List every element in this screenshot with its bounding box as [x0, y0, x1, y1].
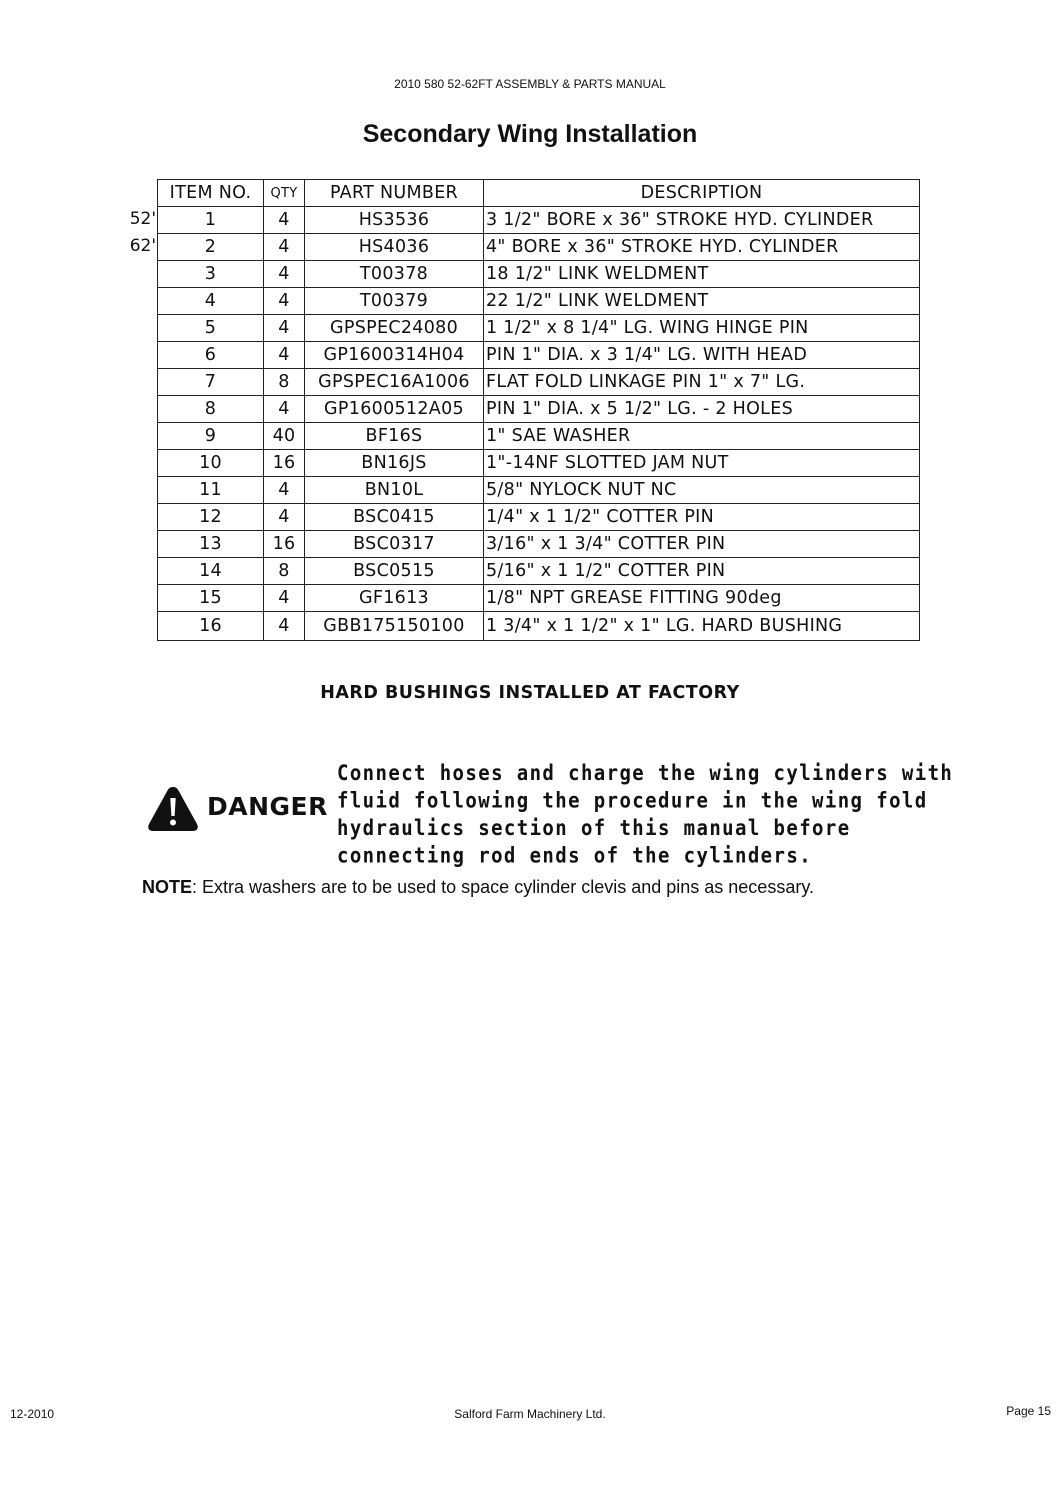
- table-row: [158, 315, 920, 342]
- note-text: : Extra washers are to be used to space cylinder clevis and pins as necessary.: [192, 877, 814, 897]
- qty-cell: 8: [264, 369, 305, 396]
- danger-line: Connect hoses and charge the wing cylinders with: [337, 761, 954, 786]
- description-cell: 3 1/2" BORE x 36" STROKE HYD. CYLINDER: [484, 207, 920, 234]
- wing-label-62: 62': [129, 236, 156, 256]
- part-number-cell: GP1600314H04: [305, 342, 484, 369]
- warning-exclamation-icon: [146, 784, 200, 834]
- part-number-cell: HS3536: [305, 207, 484, 234]
- part-number-cell: T00378: [305, 261, 484, 288]
- table-row: [158, 207, 920, 234]
- part-number-cell: GBB175150100: [305, 612, 484, 641]
- part-number-cell: T00379: [305, 288, 484, 315]
- header-part-number: PART NUMBER: [305, 180, 484, 207]
- description-cell: FLAT FOLD LINKAGE PIN 1" x 7" LG.: [484, 369, 920, 396]
- item-number-cell: 5: [158, 315, 264, 342]
- parts-table-body: [158, 207, 920, 641]
- description-cell: 4" BORE x 36" STROKE HYD. CYLINDER: [484, 234, 920, 261]
- part-number-cell: BSC0515: [305, 558, 484, 585]
- part-number-cell: BN10L: [305, 477, 484, 504]
- table-row: [158, 612, 920, 641]
- part-number-cell: GP1600512A05: [305, 396, 484, 423]
- description-cell: 22 1/2" LINK WELDMENT: [484, 288, 920, 315]
- qty-cell: 4: [264, 234, 305, 261]
- table-row: [158, 504, 920, 531]
- table-row: [158, 558, 920, 585]
- part-number-cell: BSC0317: [305, 531, 484, 558]
- danger-line: connecting rod ends of the cylinders.: [337, 843, 813, 868]
- item-number-cell: 10: [158, 450, 264, 477]
- part-number-cell: GPSPEC16A1006: [305, 369, 484, 396]
- factory-note: HARD BUSHINGS INSTALLED AT FACTORY: [320, 683, 740, 703]
- description-cell: PIN 1" DIA. x 3 1/4" LG. WITH HEAD: [484, 342, 920, 369]
- item-number-cell: 14: [158, 558, 264, 585]
- table-row: [158, 423, 920, 450]
- table-row: [158, 396, 920, 423]
- description-cell: 1/4" x 1 1/2" COTTER PIN: [484, 504, 920, 531]
- item-number-cell: 1: [158, 207, 264, 234]
- part-number-cell: BF16S: [305, 423, 484, 450]
- note-label: NOTE: [142, 877, 193, 897]
- qty-cell: 8: [264, 558, 305, 585]
- description-cell: 3/16" x 1 3/4" COTTER PIN: [484, 531, 920, 558]
- qty-cell: 4: [264, 288, 305, 315]
- danger-message: [337, 760, 954, 870]
- qty-cell: 4: [264, 207, 305, 234]
- qty-cell: 4: [264, 477, 305, 504]
- item-number-cell: 11: [158, 477, 264, 504]
- table-row: [158, 450, 920, 477]
- part-number-cell: HS4036: [305, 234, 484, 261]
- page-title: Secondary Wing Installation: [362, 120, 698, 148]
- footer-date: 12-2010: [10, 1407, 55, 1421]
- note: [142, 877, 942, 898]
- item-number-cell: 2: [158, 234, 264, 261]
- part-number-cell: BN16JS: [305, 450, 484, 477]
- header-description: DESCRIPTION: [484, 180, 920, 207]
- qty-cell: 4: [264, 261, 305, 288]
- table-row: [158, 261, 920, 288]
- table-row: [158, 288, 920, 315]
- table-row: [158, 477, 920, 504]
- item-number-cell: 4: [158, 288, 264, 315]
- table-row: [158, 342, 920, 369]
- description-cell: 1"-14NF SLOTTED JAM NUT: [484, 450, 920, 477]
- description-cell: 5/8" NYLOCK NUT NC: [484, 477, 920, 504]
- table-row: [158, 531, 920, 558]
- item-number-cell: 7: [158, 369, 264, 396]
- item-number-cell: 16: [158, 612, 264, 641]
- description-cell: 1/8" NPT GREASE FITTING 90deg: [484, 585, 920, 612]
- table-row: [158, 585, 920, 612]
- item-number-cell: 15: [158, 585, 264, 612]
- item-number-cell: 9: [158, 423, 264, 450]
- qty-cell: 4: [264, 396, 305, 423]
- danger-line: fluid following the procedure in the wing fold: [337, 788, 928, 813]
- item-number-cell: 12: [158, 504, 264, 531]
- item-number-cell: 13: [158, 531, 264, 558]
- item-number-cell: 6: [158, 342, 264, 369]
- table-row: [158, 234, 920, 261]
- qty-cell: 4: [264, 612, 305, 641]
- part-number-cell: GPSPEC24080: [305, 315, 484, 342]
- description-cell: 18 1/2" LINK WELDMENT: [484, 261, 920, 288]
- item-number-cell: 8: [158, 396, 264, 423]
- header-qty: QTY: [264, 180, 305, 207]
- qty-cell: 4: [264, 504, 305, 531]
- table-row: [158, 369, 920, 396]
- qty-cell: 16: [264, 450, 305, 477]
- footer-page-number: Page 15: [1006, 1404, 1051, 1418]
- wing-label-52: 52': [129, 209, 156, 229]
- parts-table: [157, 179, 920, 641]
- danger-label: DANGER: [207, 792, 328, 821]
- description-cell: 5/16" x 1 1/2" COTTER PIN: [484, 558, 920, 585]
- description-cell: 1 1/2" x 8 1/4" LG. WING HINGE PIN: [484, 315, 920, 342]
- table-header-row: [158, 180, 920, 207]
- qty-cell: 16: [264, 531, 305, 558]
- qty-cell: 4: [264, 585, 305, 612]
- qty-cell: 40: [264, 423, 305, 450]
- description-cell: 1" SAE WASHER: [484, 423, 920, 450]
- danger-line: hydraulics section of this manual before: [337, 816, 851, 841]
- description-cell: PIN 1" DIA. x 5 1/2" LG. - 2 HOLES: [484, 396, 920, 423]
- page-header: 2010 580 52-62FT ASSEMBLY & PARTS MANUAL: [394, 77, 666, 91]
- qty-cell: 4: [264, 342, 305, 369]
- part-number-cell: BSC0415: [305, 504, 484, 531]
- qty-cell: 4: [264, 315, 305, 342]
- footer-company: Salford Farm Machinery Ltd.: [454, 1407, 606, 1421]
- header-item-no: ITEM NO.: [158, 180, 264, 207]
- item-number-cell: 3: [158, 261, 264, 288]
- part-number-cell: GF1613: [305, 585, 484, 612]
- description-cell: 1 3/4" x 1 1/2" x 1" LG. HARD BUSHING: [484, 612, 920, 641]
